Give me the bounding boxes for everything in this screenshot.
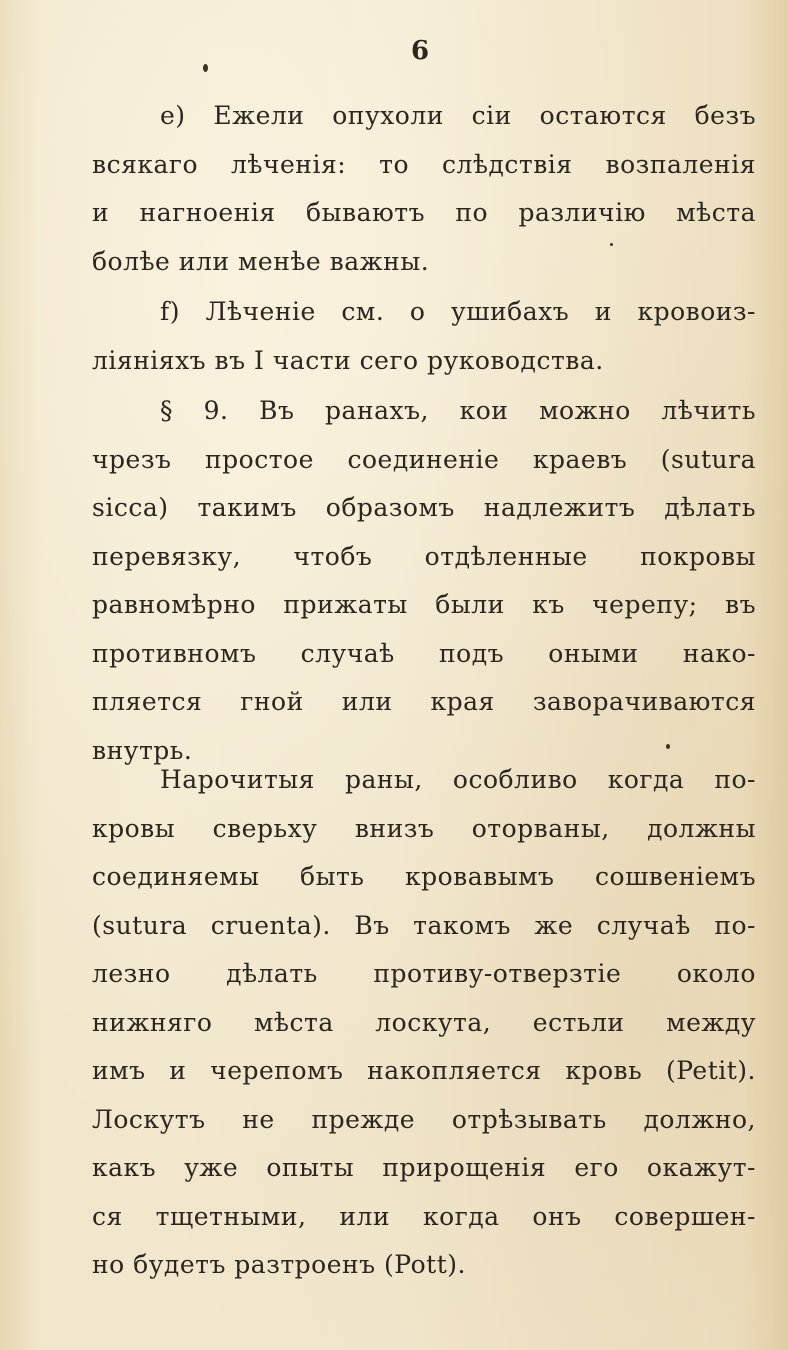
text-line: нижняго мѣста лоскута, естьли между [92, 1007, 756, 1037]
text-line: внутрь. [92, 735, 193, 765]
paragraph-e [92, 92, 756, 286]
text-line: ся тщетными, или когда онъ совершен- [92, 1201, 756, 1231]
text-line: имъ и черепомъ накопляется кровь (Petit). [92, 1056, 756, 1085]
text-line: перевязку, чтобъ отдѣленные покровы [92, 541, 756, 571]
text-line: соединяемы быть кровавымъ сошвенiемъ [92, 862, 756, 891]
text-line: равномѣрно прижаты были къ черепу; въ [92, 590, 756, 619]
text-line: чрезъ простое соединенiе краевъ (sutura [92, 444, 756, 474]
text-line: Нарочитыя раны, особливо когда по- [160, 765, 756, 794]
text-line: болѣе или менѣе важны. [92, 246, 430, 276]
text-line: лiянiяхъ въ I части сего руководства. [92, 345, 604, 375]
text-line: § 9. Въ ранахъ, кои можно лѣчить [160, 396, 756, 425]
ink-speck [203, 64, 208, 72]
text-line: кровы сверьху внизъ оторваны, должны [92, 813, 756, 843]
page-number: 6 [410, 36, 430, 66]
text-line: всякаго лѣченiя: то слѣдствiя возпаленiя [92, 149, 756, 179]
paragraph-section-9 [92, 387, 756, 775]
text-line: Лоскутъ не прежде отрѣзывать должно, [92, 1104, 756, 1134]
paragraph-narochitye-rany [92, 756, 756, 1290]
text-line: пляется гной или края заворачиваются [92, 687, 756, 716]
text-line: f) Лѣченiе см. о ушибахъ и кровоиз- [160, 297, 756, 326]
text-line: противномъ случаѣ подъ оными нако- [92, 638, 756, 668]
text-line: и нагноенiя бываютъ по различiю мѣста [92, 198, 756, 227]
text-line: лезно дѣлать противу-отверзтiе около [92, 959, 756, 988]
text-line: (sutura cruenta). Въ такомъ же случаѣ по- [92, 910, 756, 940]
text-line: какъ уже опыты прирощенiя его окажут- [92, 1153, 756, 1182]
paragraph-f [92, 288, 756, 385]
text-line: sicca) такимъ образомъ надлежитъ дѣлать [92, 493, 756, 522]
text-line: но будетъ разтроенъ (Pott). [92, 1250, 466, 1279]
text-line: e) Ежели опухоли сiи остаются безъ [160, 101, 756, 130]
